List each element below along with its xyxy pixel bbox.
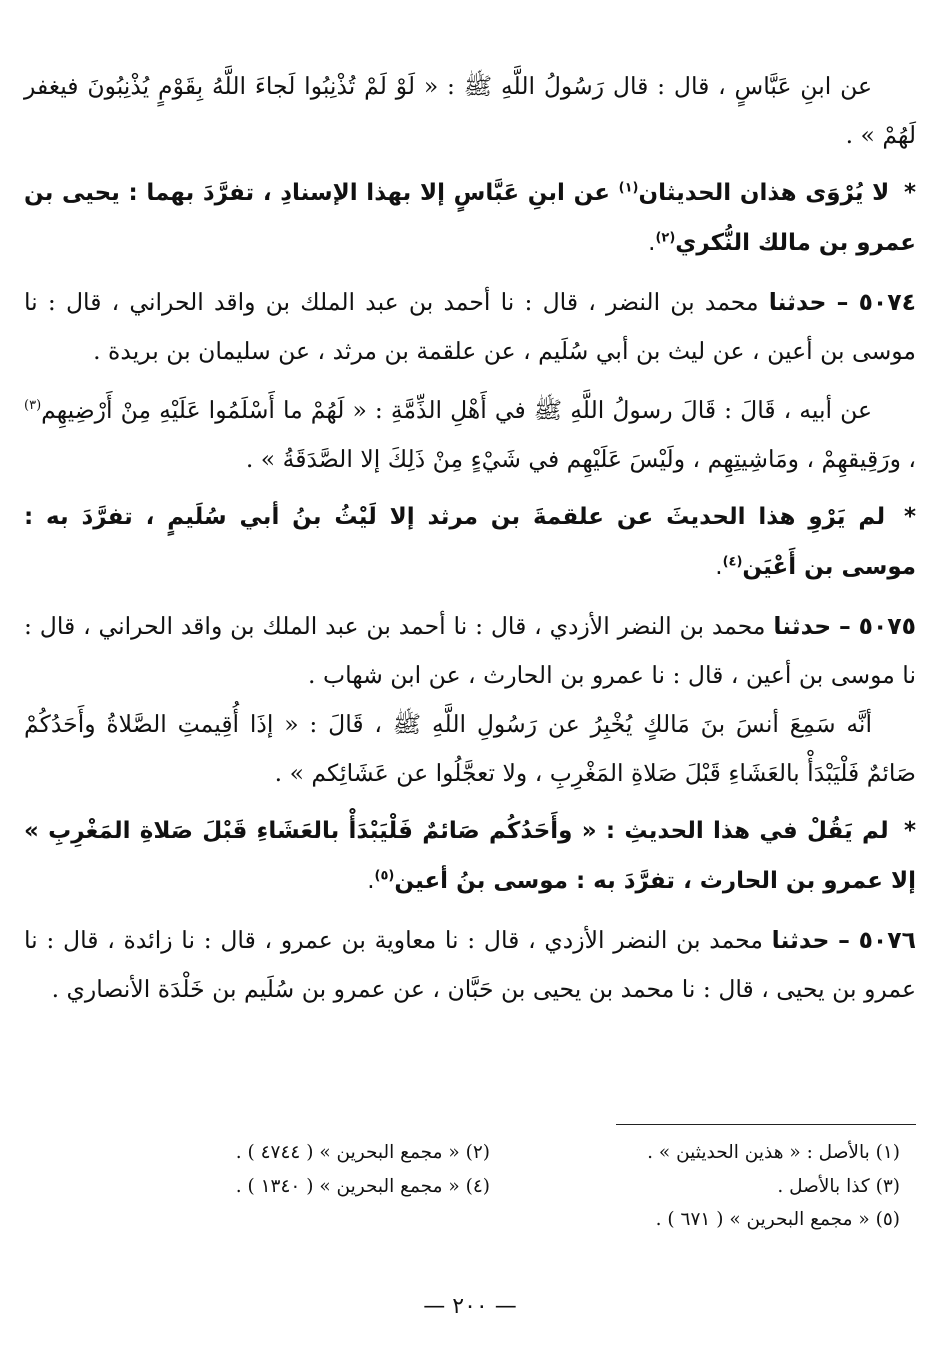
paragraph-text: أنَّه سَمِعَ أنسَ بنَ مَالكٍ يُخْبِرُ عن رَسُولِ اللَّهِ ﷺ ، قَالَ : « إذَا أُقِيمتِ الصَّلاةُ وأَحَدُكُمْ صَائمٌ فَلْيَبْدَأْ بالعَشَاءِ قَبْلَ صَلاةِ المَغْرِبِ ، ولا تعجَّلُوا عن عَشَائِكم » .	[24, 710, 916, 787]
footnote-ref-2: (٢)	[655, 230, 676, 246]
hadith-lead: حدثنا	[773, 612, 832, 640]
footnote-ref-4: (٤)	[722, 554, 743, 570]
note-paragraph-1	[24, 168, 916, 268]
hadith-number: ٥٠٧٦	[858, 926, 916, 954]
note-tail: .	[715, 554, 723, 580]
hadith-lead: حدثنا	[771, 926, 830, 954]
hadith-text: محمد بن النضر الأزدي ، قال : نا أحمد بن عبد الملك بن واقد الحراني ، قال : نا موسى بن أعين ، قال : نا عمرو بن الحارث ، عن ابن شهاب .	[24, 612, 916, 689]
hadith-number: ٥٠٧٤	[858, 288, 916, 316]
note-paragraph-2	[24, 492, 916, 592]
footnote-1: (١) بالأصل : « هذين الحديثين » .	[647, 1142, 900, 1163]
star-marker: *	[903, 818, 916, 844]
note-tail: .	[648, 230, 656, 256]
footnote-ref-1: (١)	[618, 180, 639, 196]
hadith-5076	[24, 916, 916, 1014]
footnote-ref-3: (٣)	[24, 398, 42, 414]
hadith-lead: حدثنا	[768, 288, 827, 316]
footnote-5: (٥) « مجمع البحرين » ( ٦٧١ ) .	[655, 1209, 900, 1230]
note-text: لا يُرْوَى هذان الحديثان	[638, 180, 890, 206]
footnote-2: (٢) « مجمع البحرين » ( ٤٧٤٤ ) .	[235, 1142, 490, 1163]
footnote-3: (٣) كذا بالأصل .	[777, 1175, 900, 1197]
note-text-cont: عن ابنِ عَبَّاسٍ إلا بهذا الإسنادِ ، تفرَّدَ بهما : يحيى بن عمرو بن مالك النُّكري	[24, 180, 916, 256]
paragraph-text: عن أبيه ، قَالَ : قَالَ رسولُ اللَّهِ ﷺ في أَهْلِ الذِّمَّةِ : « لَهُمْ ما أَسْلَمُوا عَلَيْهِ مِنْ أَرْضِيهِم	[41, 396, 872, 424]
star-marker: *	[903, 180, 916, 206]
hadith-number: ٥٠٧٥	[858, 612, 916, 640]
footnote-ref-5: (٥)	[374, 868, 395, 884]
text-paragraph-1	[24, 62, 916, 160]
hadith-text: محمد بن النضر الأزدي ، قال : نا معاوية بن عمرو ، قال : نا زائدة ، قال : نا عمرو بن يحيى ، قال : نا محمد بن يحيى بن حَبَّان ، عن عمرو بن سُلَيم بن خَلْدَة الأنصاري .	[24, 926, 916, 1003]
text-paragraph-3	[24, 700, 916, 798]
hadith-5075	[24, 602, 916, 700]
hadith-dash: –	[839, 612, 851, 640]
note-paragraph-3	[24, 806, 916, 906]
footnote-4: (٤) « مجمع البحرين » ( ١٣٤٠ ) .	[235, 1175, 490, 1197]
paragraph-text: عن ابنِ عَبَّاسٍ ، قال : قال رَسُولُ اللَّهِ ﷺ : « لَوْ لَمْ تُذْنِبُوا لَجاءَ اللَّهُ بِقَوْمٍ يُذْنِبُونَ فيغفر لَهُمْ » .	[24, 72, 916, 149]
footnote-empty	[80, 1203, 490, 1237]
paragraph-text-cont: ، ورَقِيقهِمْ ، ومَاشِيتِهِم ، ولَيْسَ عَلَيْهِم في شَيْءٍ مِنْ ذَلِكَ إلا الصَّدَقَةُ » .	[245, 445, 916, 473]
footnote-row	[80, 1203, 900, 1237]
text-paragraph-2	[24, 386, 916, 484]
hadith-dash: –	[836, 288, 849, 316]
page-number: — ٢٠٠ —	[423, 1294, 517, 1319]
footnote-row	[80, 1136, 900, 1170]
footnote-row	[80, 1170, 900, 1204]
footnote-separator	[616, 1124, 916, 1125]
star-marker: *	[903, 504, 916, 530]
hadith-dash: –	[838, 926, 850, 954]
hadith-5074	[24, 278, 916, 376]
note-text: لم يَقُلْ في هذا الحديثِ : « وأَحَدُكُم صَائمٌ فَلْيَبْدَأْ بالعَشَاءِ قَبْلَ صَلاةِ المَغْرِبِ » إلا عمرو بن الحارث ، تفرَّدَ به : موسى بنُ أعين	[24, 818, 916, 894]
footnotes	[80, 1136, 900, 1237]
note-text: لم يَرْوِ هذا الحديثَ عن علقمةَ بن مرثد إلا لَيْثُ بنُ أبي سُلَيمٍ ، تفرَّدَ به : موسى بن أَعْيَن	[24, 504, 916, 580]
page-body	[24, 62, 916, 1014]
hadith-text: محمد بن النضر ، قال : نا أحمد بن عبد الملك بن واقد الحراني ، قال : نا موسى بن أعين ، عن ليث بن أبي سُلَيم ، عن علقمة بن مرثد ، عن سليمان بن بريدة .	[24, 288, 916, 365]
note-tail: .	[367, 868, 375, 894]
